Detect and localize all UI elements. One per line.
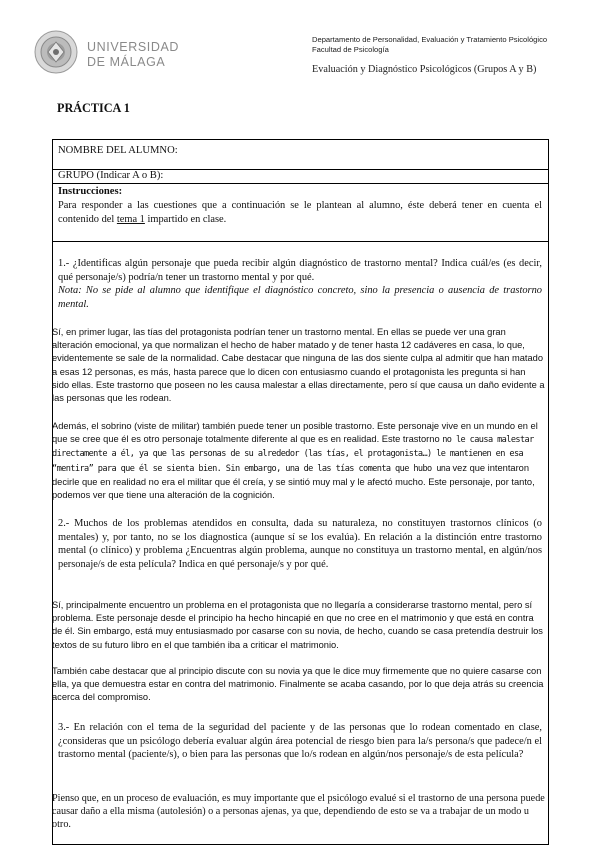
divider	[52, 241, 549, 242]
instructions-text: Para responder a las cuestiones que a continuación se le plantean al alumno, éste deberá tener en cuenta el contenido del tema 1 impartido en clase.	[58, 200, 542, 225]
instructions-title: Instrucciones:	[58, 186, 123, 197]
question-3: 3.- En relación con el tema de la seguridad del paciente y de las personas que lo rodean comentado en clase, ¿consideras que un psicólogo debería evaluar algún área potencial de riesgo bien para la/s persona/s que padece/n el trastorno mental (paciente/s), o bien para las personas que lo/s rodean en algún/nos personaje/s de esta película?	[58, 722, 542, 761]
answer-3-paragraph-1: Pienso que, en un proceso de evaluación, es muy importante que el psicólogo evalué si el trastorno de una persona puede causar daño a ella misma (autolesión) o a personas ajenas, ya que, dependiendo de esto se va a trabajar de un modo u otro.	[52, 793, 545, 831]
subject-title: Evaluación y Diagnóstico Psicológicos (Grupos A y B)	[312, 64, 537, 75]
answer-1-paragraph-2: Además, el sobrino (viste de militar) también puede tener un posible trastorno. Este personaje vive en un mundo en el que se cree que él es otro personaje totalmente diferente al que es en realidad. Este trastorno no le causa malestar directamente a él, ya que las personas de su alrededor (las tías, el protagonista…) le mantienen en esa “mentira” para que él se sienta bien. Sin embargo, una de las tías comenta que hubo una vez que intentaron decirle que en realidad no era el militar que él creía, y se sintió muy mal y le afectó mucho. Este personaje, por tanto, podemos ver que tiene una alteración de la cognición.	[52, 421, 538, 501]
university-seal-logo	[34, 30, 78, 74]
answer-1-paragraph-1: Sí, en primer lugar, las tías del protagonista podrían tener un trastorno mental. En ellas se puede ver una gran alteración emocional, ya que normalizan el hecho de haber matado y de tener hasta 12 cadáveres en casa, lo que, evidentemente se sale de la normalidad. Cabe destacar que ninguna de las dos siente culpa al admitir que han matado a esas 12 personas, es más, hasta parece que lo dicen con entusiasmo cuando el protagonista les pregunta si han sido ellas. Este trastorno que poseen no les causa malestar a ellas directamente, pero sí que causa un daño evidente a las personas que les rodean.	[52, 327, 545, 404]
question-1: 1.- ¿Identificas algún personaje que pueda recibir algún diagnóstico de trastorno mental? Indica cuál/es (es decir, qué personaje/s) podría/n tener un trastorno mental y por qué. Nota: No se pide al alumno que identifique el diagnóstico concreto, sino la presencia o ausencia de trastorno mental.	[58, 258, 542, 310]
question-1-note: Nota: No se pide al alumno que identifique el diagnóstico concreto, sino la presencia o ausencia de trastorno mental.	[58, 285, 542, 310]
answer-2-paragraph-1: Sí, principalmente encuentro un problema en el protagonista que no llegaría a considerarse trastorno mental, pero sí problema. Este personaje desde el principio ha hecho hincapié en que no cree en el matrimonio y que está en contra de él. Sin embargo, está muy entusiasmado por casarse con su novia, de hecho, cuando se casa pretendía destruir los textos de su futuro libro en el que también iba a criticar el matrimonio.	[52, 600, 543, 650]
student-name-label: NOMBRE DEL ALUMNO:	[58, 145, 178, 156]
group-label: GRUPO (Indicar A o B):	[58, 170, 164, 181]
divider	[52, 183, 549, 184]
page-title: PRÁCTICA 1	[57, 101, 130, 115]
question-2: 2.- Muchos de los problemas atendidos en consulta, dada su naturaleza, no constituyen trastornos clínicos (o mentales) y, por tanto, no se los diagnostica (aunque sí se los evalúa). En relación a la distinción entre trastorno mental (o clínico) y problema ¿Encuentras algún problema, aunque no constituya un trastorno mental, en algún/nos personaje/s de esta película? Indica en qué personaje/s y por qué.	[58, 518, 542, 570]
department-name: Departamento de Personalidad, Evaluación y Tratamiento Psicológico Facultad de Psicología	[312, 35, 548, 54]
page-header	[0, 0, 600, 90]
university-name: UNIVERSIDAD DE MÁLAGA	[87, 40, 180, 69]
answer-2-paragraph-2: También cabe destacar que al principio discute con su novia ya que le dice muy firmemente que no quiere casarse con ella, ya que demuestra estar en contra del matrimonio. Finalmente se acaba casando, por lo que deja atrás su creencia acerca del compromiso.	[52, 666, 544, 703]
topic-link[interactable]: tema 1	[116, 213, 145, 225]
